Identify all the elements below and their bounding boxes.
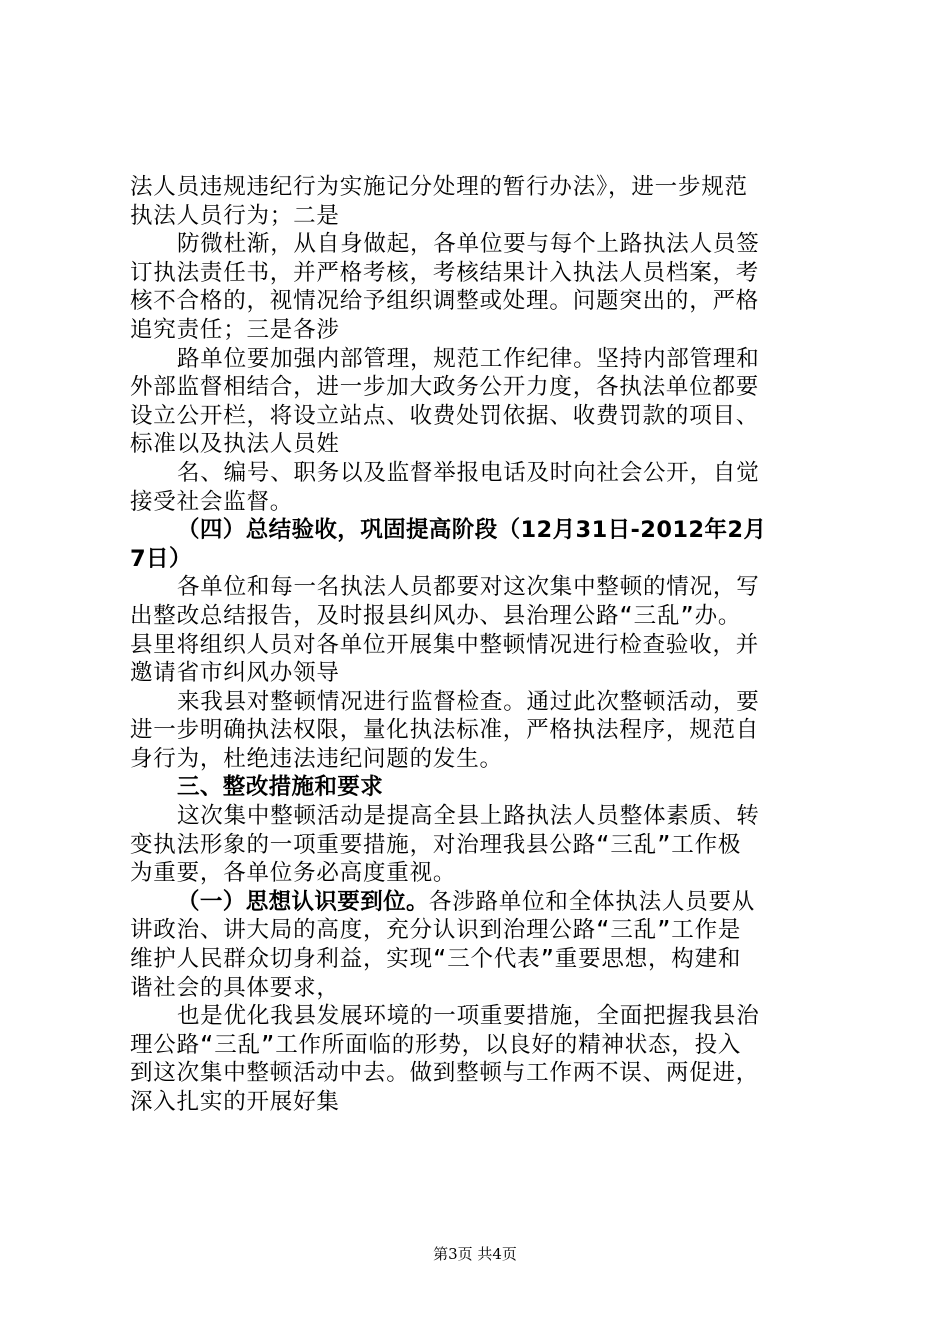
text-line: 各单位和每一名执法人员都要对这次集中整顿的情况，写 bbox=[177, 574, 760, 601]
text-line: 接受社会监督。 bbox=[130, 488, 294, 515]
text-line: 设立公开栏，将设立站点、收费处罚依据、收费罚款的项目、 bbox=[130, 402, 760, 429]
text-line: 讲政治、讲大局的高度，充分认识到治理公路“三乱”工作是 bbox=[130, 917, 742, 944]
text-line: 深入扎实的开展好集 bbox=[130, 1089, 340, 1115]
text-line: 出整改总结报告，及时报县纠风办、县治理公路“三乱”办。 bbox=[130, 602, 742, 629]
text-line: 追究责任；三是各涉 bbox=[130, 316, 340, 343]
text-line bbox=[130, 888, 832, 917]
text-line: 身行为，杜绝违法违纪问题的发生。 bbox=[130, 745, 503, 772]
text-line: 7日） bbox=[130, 545, 192, 572]
text-line: （四）总结验收，巩固提高阶段（12月31日-2012年2月 bbox=[177, 517, 767, 544]
page-footer: 第3页 共4页 bbox=[433, 1245, 517, 1263]
text-line: 到这次集中整顿活动中去。做到整顿与工作两不误、两促进， bbox=[130, 1060, 760, 1087]
text-line: 变执法形象的一项重要措施，对治理我县公路“三乱”工作极 bbox=[130, 831, 742, 858]
text-line: 法人员违规违纪行为实施记分处理的暂行办法》，进一步规范 bbox=[130, 174, 748, 200]
text-line: 执法人员行为；二是 bbox=[130, 202, 340, 229]
body-text bbox=[130, 173, 832, 1117]
text-line: 这次集中整顿活动是提高全县上路执法人员整体素质、转 bbox=[177, 803, 760, 830]
text-line: 名、编号、职务以及监督举报电话及时向社会公开，自觉 bbox=[177, 459, 760, 486]
text-line: 核不合格的，视情况给予组织调整或处理。问题突出的，严格 bbox=[130, 288, 760, 315]
text-line: 理公路“三乱”工作所面临的形势，以良好的精神状态，投入 bbox=[130, 1031, 742, 1058]
text-line: 标准以及执法人员姓 bbox=[130, 431, 340, 458]
bold-lead: （一）思想认识要到位。 bbox=[177, 888, 429, 915]
text-line: 也是优化我县发展环境的一项重要措施，全面把握我县治 bbox=[177, 1003, 760, 1030]
text-line: 路单位要加强内部管理，规范工作纪律。坚持内部管理和 bbox=[177, 345, 760, 372]
text-line: 进一步明确执法权限，量化执法标准，严格执法程序，规范自 bbox=[130, 717, 760, 744]
text-line: 外部监督相结合，进一步加大政务公开力度，各执法单位都要 bbox=[130, 374, 760, 401]
text-line: 维护人民群众切身利益，实现“三个代表”重要思想，构建和 bbox=[130, 946, 742, 973]
text-line: 邀请省市纠风办领导 bbox=[130, 660, 340, 687]
text-line: 三、整改措施和要求 bbox=[177, 774, 384, 801]
text-line: 县里将组织人员对各单位开展集中整顿情况进行检查验收，并 bbox=[130, 631, 760, 658]
text-line: 订执法责任书，并严格考核，考核结果计入执法人员档案，考 bbox=[130, 259, 760, 286]
text-line: 防微杜渐，从自身做起，各单位要与每个上路执法人员签 bbox=[177, 231, 760, 258]
text-line: 谐社会的具体要求， bbox=[130, 974, 340, 1001]
text-line: 为重要，各单位务必高度重视。 bbox=[130, 860, 457, 887]
text-line: 来我县对整顿情况进行监督检查。通过此次整顿活动，要 bbox=[177, 688, 760, 715]
line-rest: 各涉路单位和全体执法人员要从 bbox=[428, 888, 756, 915]
